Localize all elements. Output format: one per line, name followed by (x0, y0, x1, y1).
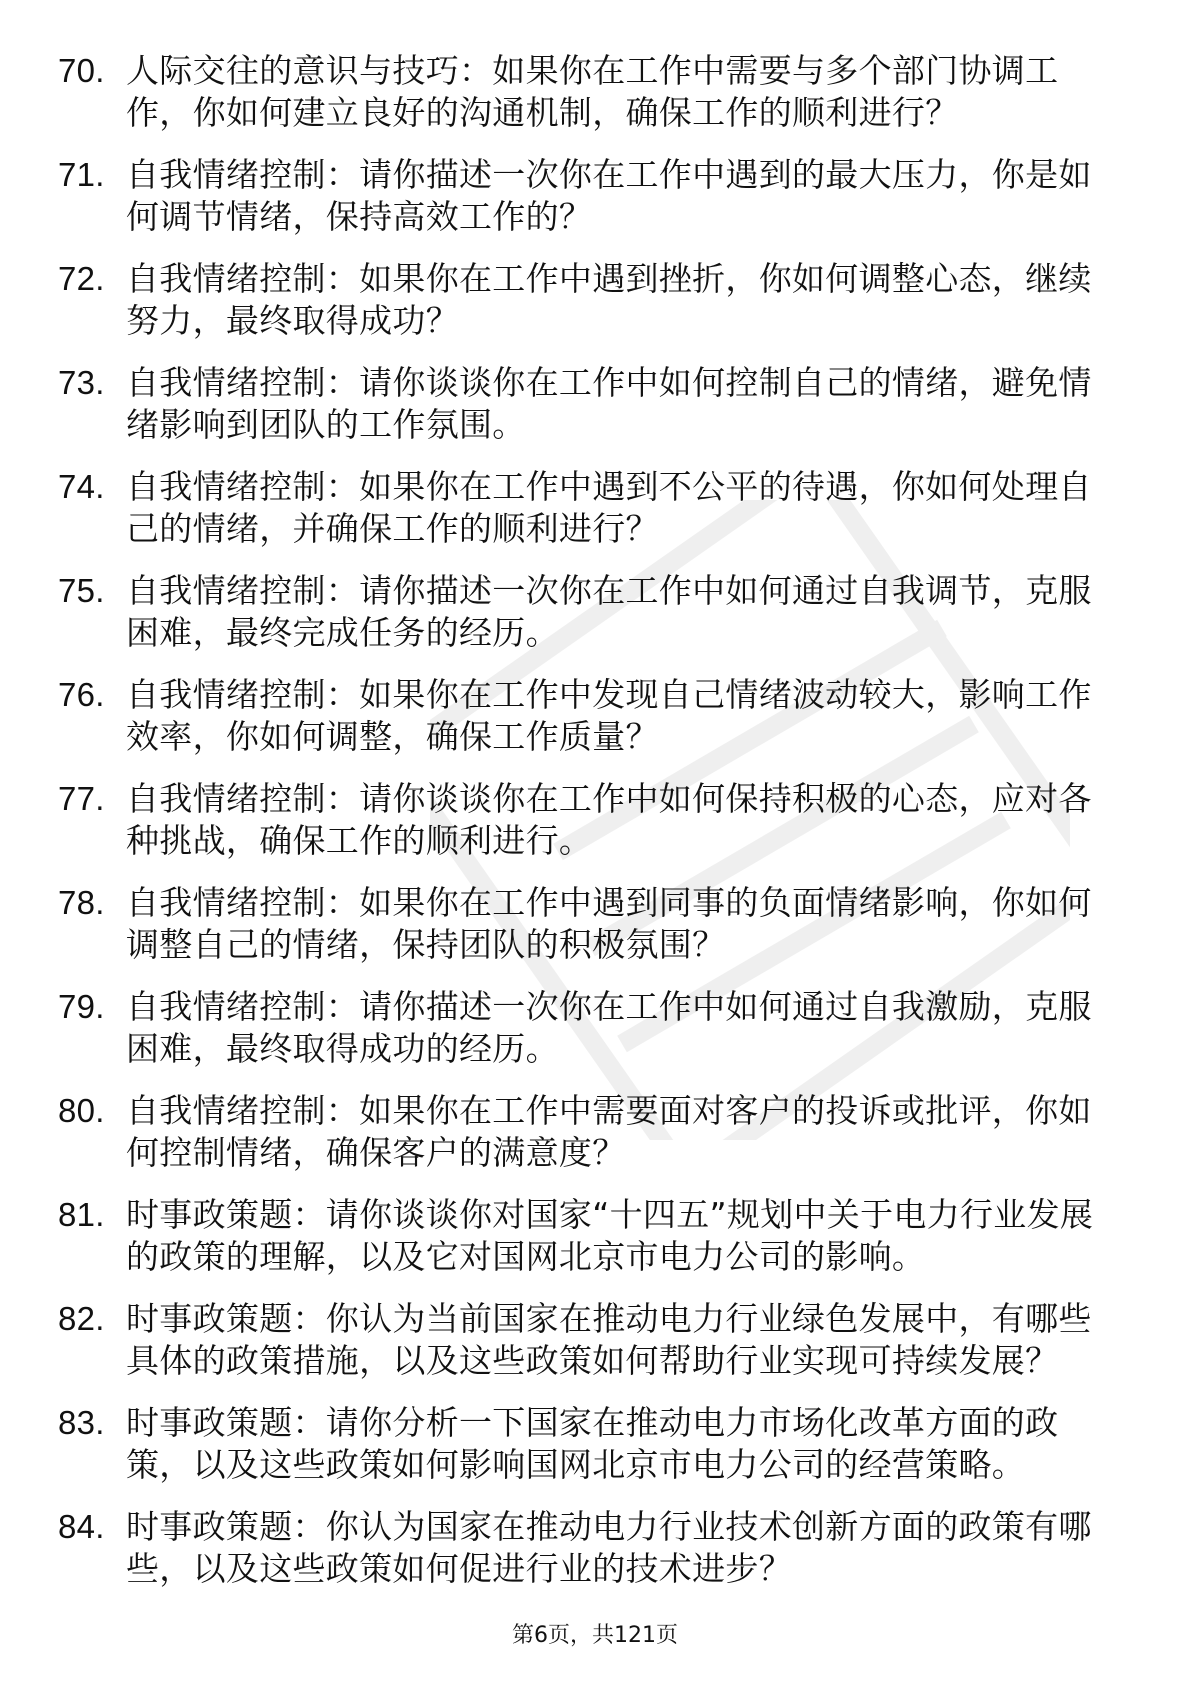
question-number: 71. (58, 156, 105, 193)
question-number: 73. (58, 364, 105, 401)
question-text: 人际交往的意识与技巧：如果你在工作中需要与多个部门协调工作，你如何建立良好的沟通机制，确保工作的顺利进行？ (126, 51, 1059, 132)
question-text: 自我情绪控制：如果你在工作中需要面对客户的投诉或批评，你如何控制情绪，确保客户的满意度？ (126, 1091, 1092, 1172)
question-item (58, 1402, 1118, 1486)
question-text: 自我情绪控制：请你描述一次你在工作中遇到的最大压力，你是如何调节情绪，保持高效工作的？ (126, 155, 1092, 236)
question-number: 84. (58, 1508, 105, 1545)
question-text: 自我情绪控制：如果你在工作中遇到不公平的待遇，你如何处理自己的情绪，并确保工作的顺利进行？ (126, 467, 1092, 548)
question-item (58, 50, 1118, 134)
question-item (58, 882, 1118, 966)
question-number: 81. (58, 1196, 105, 1233)
question-text: 自我情绪控制：请你谈谈你在工作中如何保持积极的心态，应对各种挑战，确保工作的顺利进行。 (126, 779, 1092, 860)
question-number: 74. (58, 468, 105, 505)
question-item (58, 986, 1118, 1070)
question-item (58, 674, 1118, 758)
question-text: 时事政策题：你认为当前国家在推动电力行业绿色发展中，有哪些具体的政策措施，以及这些政策如何帮助行业实现可持续发展？ (126, 1299, 1092, 1380)
page-footer (0, 1618, 1190, 1649)
question-item (58, 258, 1118, 342)
question-item (58, 466, 1118, 550)
question-text: 自我情绪控制：如果你在工作中遇到挫折，你如何调整心态，继续努力，最终取得成功？ (126, 259, 1092, 340)
question-item (58, 1506, 1118, 1590)
question-number: 77. (58, 780, 105, 817)
question-item (58, 1194, 1118, 1278)
question-item (58, 570, 1118, 654)
question-number: 72. (58, 260, 105, 297)
question-text: 自我情绪控制：请你描述一次你在工作中如何通过自我调节，克服困难，最终完成任务的经历。 (126, 571, 1092, 652)
question-item (58, 1298, 1118, 1382)
question-number: 75. (58, 572, 105, 609)
question-list (58, 50, 1118, 1610)
question-text: 自我情绪控制：请你描述一次你在工作中如何通过自我激励，克服困难，最终取得成功的经历。 (126, 987, 1092, 1068)
question-text: 时事政策题：请你分析一下国家在推动电力市场化改革方面的政策，以及这些政策如何影响国网北京市电力公司的经营策略。 (126, 1403, 1059, 1484)
question-number: 83. (58, 1404, 105, 1441)
question-number: 76. (58, 676, 105, 713)
page-number-label: 第6页，共121页 (512, 1623, 678, 1648)
question-item (58, 154, 1118, 238)
question-number: 70. (58, 52, 105, 89)
question-text: 自我情绪控制：如果你在工作中发现自己情绪波动较大，影响工作效率，你如何调整，确保工作质量？ (126, 675, 1092, 756)
question-text: 时事政策题：你认为国家在推动电力行业技术创新方面的政策有哪些，以及这些政策如何促进行业的技术进步？ (126, 1507, 1092, 1588)
question-item (58, 362, 1118, 446)
question-number: 78. (58, 884, 105, 921)
question-number: 79. (58, 988, 105, 1025)
question-number: 82. (58, 1300, 105, 1337)
question-text: 自我情绪控制：如果你在工作中遇到同事的负面情绪影响，你如何调整自己的情绪，保持团队的积极氛围？ (126, 883, 1092, 964)
question-text: 时事政策题：请你谈谈你对国家“十四五”规划中关于电力行业发展的政策的理解，以及它对国网北京市电力公司的影响。 (126, 1195, 1094, 1276)
question-text: 自我情绪控制：请你谈谈你在工作中如何控制自己的情绪，避免情绪影响到团队的工作氛围。 (126, 363, 1092, 444)
question-item (58, 778, 1118, 862)
question-item (58, 1090, 1118, 1174)
question-number: 80. (58, 1092, 105, 1129)
